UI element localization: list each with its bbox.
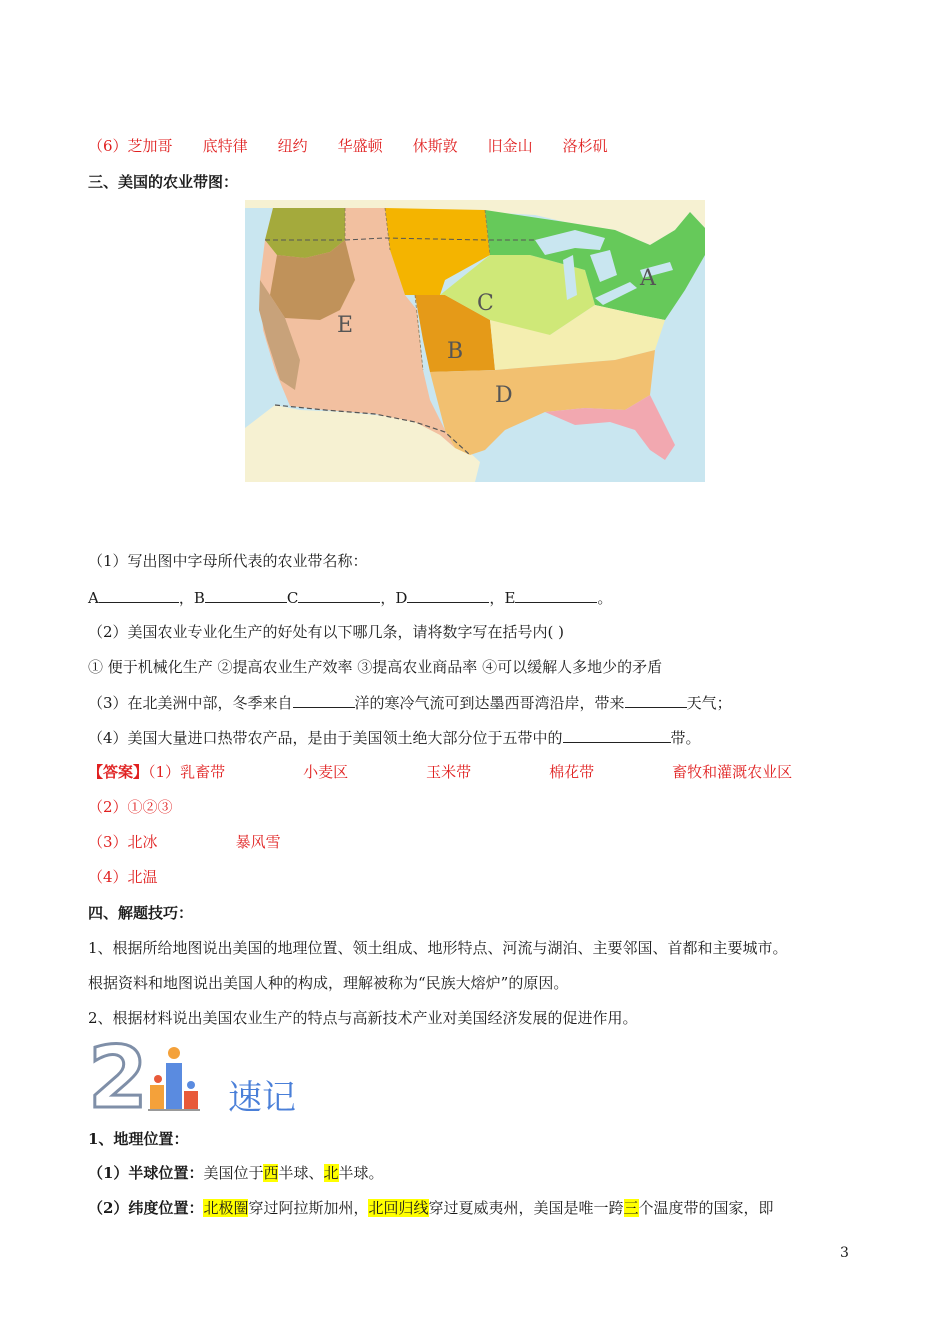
question-2-options: ① 便于机械化生产 ②提高农业生产效率 ③提高农业商品率 ④可以缓解人多地少的矛盾	[88, 658, 663, 676]
question-2: （2）美国农业专业化生产的好处有以下哪几条，请将数字写在括号内( )	[88, 623, 565, 641]
map-label-d: D	[495, 383, 513, 408]
answer-label: 【答案】	[88, 763, 149, 781]
city-chicago: 芝加哥	[127, 137, 173, 155]
blank-e	[515, 587, 597, 603]
q3-text-a: （3）在北美洲中部，冬季来自	[88, 694, 293, 712]
question-1: （1）写出图中字母所代表的农业带名称：	[88, 552, 368, 570]
podium-icon	[148, 1047, 200, 1111]
latitude-text-a: 穿过阿拉斯加州，	[248, 1199, 369, 1217]
highlight-tropic-of-cancer: 北回归线	[368, 1199, 429, 1217]
separator: ，	[178, 589, 194, 607]
latitude-text-b: 穿过夏威夷州，美国是唯一跨	[428, 1199, 624, 1217]
blank-weather	[625, 692, 687, 708]
highlight-west: 西	[263, 1164, 279, 1182]
latitude-label: （2）纬度位置：	[88, 1199, 204, 1217]
answer-1-b: 小麦区	[303, 763, 349, 781]
q4-text-b: 带。	[670, 729, 701, 747]
answer-2: （2）①②③	[88, 798, 173, 816]
city-detroit: 底特律	[202, 137, 248, 155]
answer-3-a: 北冰	[127, 833, 158, 851]
latitude-text-c: 个温度带的国家，即	[638, 1199, 774, 1217]
blank-label-d: D	[395, 589, 408, 607]
blank-label-c: C	[286, 589, 299, 607]
blank-a	[99, 587, 179, 603]
city-los-angeles: 洛杉矶	[562, 137, 608, 155]
answer-1-c: 玉米带	[426, 763, 472, 781]
quick-recall-logo	[88, 1035, 318, 1115]
map-label-e: E	[337, 313, 354, 338]
logo-number: 2	[88, 1035, 148, 1115]
map-label-a: A	[640, 266, 656, 291]
section3-heading: 三、美国的农业带图：	[88, 173, 239, 191]
answer-3-b: 暴风雪	[235, 833, 281, 851]
recall-line-1	[88, 1163, 384, 1183]
city-houston: 休斯敦	[412, 137, 458, 155]
cities-prefix: （6）	[88, 137, 128, 155]
city-new-york: 纽约	[277, 137, 308, 155]
blank-ocean	[293, 692, 355, 708]
answer-3	[88, 832, 281, 852]
blank-label-b: B	[193, 589, 205, 607]
answer-1-e: 畜牧和灌溉农业区	[672, 763, 793, 781]
map-label-b: B	[447, 339, 464, 364]
separator: ，	[380, 589, 396, 607]
answer-1-d: 棉花带	[549, 763, 595, 781]
q3-text-c: 天气；	[686, 694, 732, 712]
section4-para-2: 根据资料和地图说出美国人种的构成，理解被称为“民族大熔炉”的原因。	[88, 974, 569, 992]
question-3	[88, 692, 732, 713]
highlight-arctic-circle: 北极圈	[203, 1199, 249, 1217]
answer-1-a: 乳畜带	[180, 763, 226, 781]
blank-c	[298, 587, 380, 603]
agriculture-belt-map	[245, 200, 705, 482]
hemisphere-text-b: 半球、	[278, 1164, 324, 1182]
answer-3-prefix: （3）	[88, 833, 128, 851]
answer-1	[88, 762, 792, 782]
highlight-north: 北	[323, 1164, 339, 1182]
q4-text-a: （4）美国大量进口热带农产品，是由于美国领土绝大部分位于五带中的	[88, 729, 563, 747]
hemisphere-text-c: 半球。	[338, 1164, 384, 1182]
answer-1-prefix: （1）	[148, 763, 181, 781]
sentence-end: 。	[597, 589, 613, 607]
highlight-three: 三	[623, 1199, 639, 1217]
blank-label-a: A	[88, 589, 99, 607]
city-washington: 华盛顿	[337, 137, 383, 155]
blank-zone	[563, 727, 671, 743]
section4-heading: 四、解题技巧：	[88, 904, 194, 922]
cities-line	[88, 136, 638, 156]
blank-label-e: E	[504, 589, 516, 607]
blank-b	[205, 587, 287, 603]
recall-heading: 1、地理位置：	[88, 1130, 189, 1148]
recall-line-2	[88, 1198, 774, 1218]
logo-text: 速记	[228, 1078, 296, 1115]
answer-4: （4）北温	[88, 868, 158, 886]
question-4	[88, 727, 701, 748]
section4-para-3: 2、根据材料说出美国农业生产的特点与高新技术产业对美国经济发展的促进作用。	[88, 1009, 638, 1027]
question-1-blanks	[88, 587, 612, 608]
map-label-c: C	[477, 291, 494, 316]
q3-text-b: 洋的寒冷气流可到达墨西哥湾沿岸，带来	[354, 694, 625, 712]
hemisphere-text-a: 美国位于	[203, 1164, 264, 1182]
hemisphere-label: （1）半球位置：	[88, 1164, 204, 1182]
page-number: 3	[840, 1245, 849, 1261]
section4-para-1: 1、根据所给地图说出美国的地理位置、领土组成、地形特点、河流与湖泊、主要邻国、首都和主要城市。	[88, 939, 788, 957]
city-san-francisco: 旧金山	[487, 137, 533, 155]
separator: ，	[489, 589, 505, 607]
blank-d	[407, 587, 489, 603]
